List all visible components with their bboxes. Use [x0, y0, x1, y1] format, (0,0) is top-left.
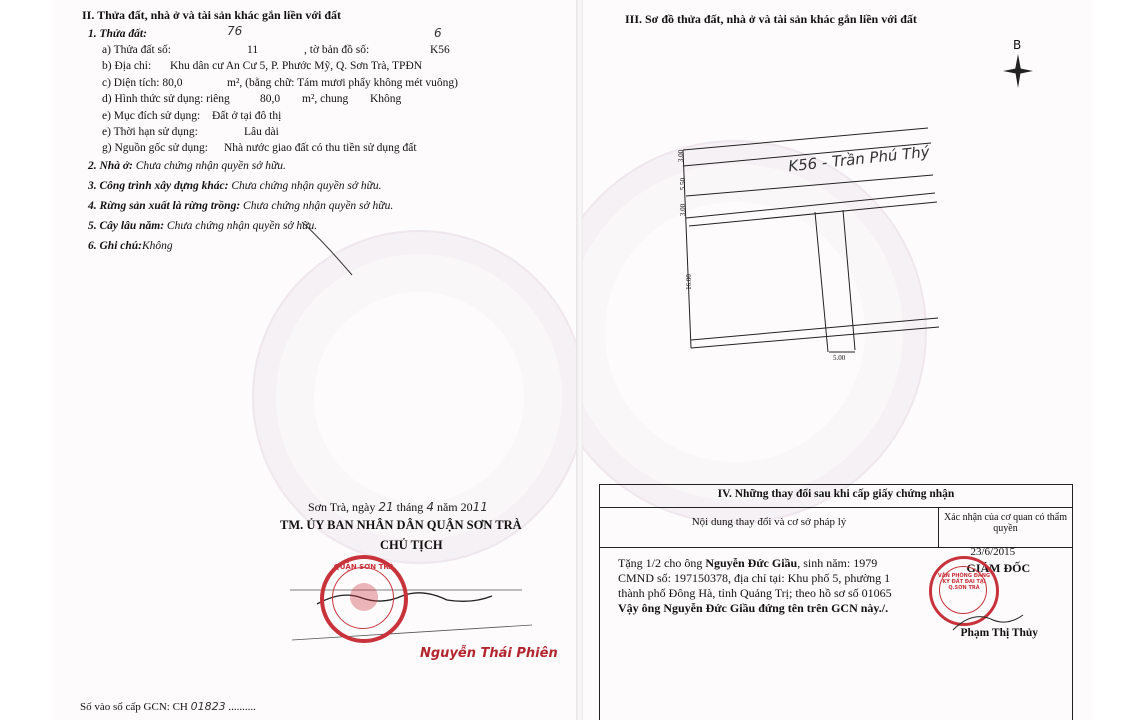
dim-3: 3.00 [679, 203, 688, 217]
item5-label: 5. Cây lâu năm: [88, 220, 165, 232]
signature-strokes [52, 0, 580, 720]
col2-header: Xác nhận của cơ quan có thẩm quyền [939, 508, 1073, 548]
date-month: 4 [426, 500, 434, 514]
address: Khu dân cư An Cư 5, P. Phước Mỹ, Q. Sơn Trà, TPĐN [170, 60, 423, 72]
area-unit: m², (bằng chữ: Tám mươi phẩy không mét vuông) [227, 77, 458, 89]
north-label: B [1013, 38, 1022, 52]
signer-name: Nguyễn Thái Phiên [420, 646, 558, 661]
col1-header: Nội dung thay đổi và cơ sở pháp lý [600, 508, 939, 548]
item4-value: Chưa chứng nhận quyền sở hữu. [243, 200, 394, 212]
address-label: b) Địa chỉ: [102, 60, 152, 72]
date-prefix: Sơn Trà, ngày [308, 500, 376, 514]
map-sheet: K56 [430, 44, 450, 56]
registry-label: Số vào sổ cấp GCN: CH [80, 701, 188, 713]
dim-5: 5.00 [833, 354, 846, 362]
term: Lâu dài [244, 126, 279, 138]
origin-label: g) Nguồn gốc sử dụng: [102, 142, 208, 154]
use-form-shared-label: m², chung [302, 93, 349, 105]
term-label: e) Thời hạn sử dụng: [102, 126, 198, 138]
confirm-signer: Phạm Thị Thủy [960, 627, 1039, 639]
item2-value: Chưa chứng nhận quyền sở hữu. [135, 160, 286, 172]
plot-no-label: a) Thửa đất số: [102, 44, 171, 56]
change-line-2: CMND số: 197150378, địa chỉ tại: Khu phố 5, phường 1 [618, 571, 891, 585]
date-month-label: tháng [396, 500, 424, 514]
item5-value: Chưa chứng nhận quyền sở hữu. [166, 220, 318, 232]
stamp2-text: VĂN PHÒNG ĐĂNG KÝ ĐẤT ĐAI TẠI Q.SƠN TRÀ [937, 573, 991, 591]
dim-2: 5.50 [679, 177, 688, 191]
plot-no: 11 [247, 44, 259, 56]
confirm-role: GIÁM ĐỐC [966, 561, 1031, 575]
date-day: 21 [378, 500, 394, 514]
plot-sketch [583, 0, 1093, 470]
registry-no: 01823 [190, 700, 226, 713]
stamp-text: QUẬN SƠN TRÀ [333, 563, 395, 571]
change-line-4: Vậy ông Nguyễn Đức Giầu đứng tên trên GCN này./. [618, 601, 889, 615]
item3-value: Chưa chứng nhận quyền sở hữu. [231, 180, 382, 192]
item6-label: 6. Ghi chú: [88, 240, 142, 252]
origin: Nhà nước giao đất có thu tiền sử dụng đất [224, 142, 417, 154]
change-line-1: Tặng 1/2 cho ông Nguyễn Đức Giầu, sinh năm: 1979 [618, 556, 878, 570]
item3-label: 3. Công trình xây dựng khác: [88, 180, 229, 192]
org-line: TM. ỦY BAN NHÂN DÂN QUẬN SƠN TRÀ [280, 518, 522, 532]
district-stamp [320, 555, 408, 643]
use-form-label: d) Hình thức sử dụng: riêng [102, 93, 230, 105]
confirm-signature [933, 560, 1043, 650]
date-year: 11 [472, 500, 488, 514]
map-handwritten-note: K56 - Trần Phú Thý [787, 142, 931, 176]
dim-1: 3.00 [677, 149, 686, 163]
confirm-date: 23/6/2015 [970, 546, 1016, 558]
map-sheet-label: , tờ bản đồ số: [304, 44, 370, 56]
item4-label: 4. Rừng sản xuất là rừng trồng: [88, 200, 241, 212]
right-page [583, 0, 1093, 720]
plot-no-handwritten: 76 [227, 24, 243, 38]
area-label: c) Diện tích: 80,0 [102, 77, 183, 89]
section-4-title: IV. Những thay đổi sau khi cấp giấy chứng nhận [600, 485, 1073, 508]
purpose-label: e) Mục đích sử dụng: [102, 110, 201, 122]
section-2-title: II. Thửa đất, nhà ở và tài sản khác gắn liền với đất [82, 8, 342, 22]
map-sheet-handwritten: 6 [434, 26, 442, 40]
use-form-shared: Không [370, 93, 402, 105]
use-form-private: 80,0 [260, 93, 281, 105]
left-page: II. Thửa đất, nhà ở và tài sản khác gắn liền với đất 1. Thửa đất: 76 6 a) Thửa đất số: 11 , tờ bản đồ số: K56 b) Địa chỉ: Khu dân cư An Cư 5, P. Phước Mỹ, Q. Sơn Trà, TPĐN c) Diện tích: 80,0 m², (bằng chữ: Tám mươi phẩy không mét vuông) d) Hình thức sử dụng: riêng 80,0 m², chung Không e) Mục đích sử dụng: Đất ở tại đô thị e) Thời hạn sử dụng: Lâu dài g) Nguồn gốc sử dụng: Nhà nước giao đất có thu tiền sử dụng đất 2. Nhà ở: Chưa chứng nhận quyền sở hữu. 3. Công trình xây dựng khác: Chưa chứng nhận quyền sở hữu. 4. Rừng sản xuất là rừng trồng: Chưa chứng nhận quyền sở hữu. 5. Cây lâu năm: Chưa chứng nhận quyền sở hữu. 6. Ghi chú:Không Sơn Trà, ngày 21 tháng 4 năm 2011 TM. ỦY BAN NHÂN DÂN QUẬN SƠN TRÀ CHỦ TỊCH QUẬN SƠN TRÀ Nguyễn Thái Phiên Số vào sổ cấp GCN: CH 01823 .......... [52, 0, 580, 720]
section-3-title: III. Sơ đồ thửa đất, nhà ở và tài sản khác gắn liền với đất [625, 12, 917, 26]
role-line: CHỦ TỊCH [380, 538, 443, 552]
plot-heading: 1. Thửa đất: [88, 28, 147, 40]
change-line-3: thành phố Đông Hà, tỉnh Quảng Trị; theo hồ sơ số 01065 [618, 586, 892, 600]
purpose: Đất ở tại đô thị [212, 110, 282, 122]
dim-4: 16.00 [684, 274, 693, 290]
item2-label: 2. Nhà ở: [88, 160, 133, 172]
item6-value: Không [142, 240, 173, 252]
date-year-label: năm 20 [436, 500, 473, 514]
